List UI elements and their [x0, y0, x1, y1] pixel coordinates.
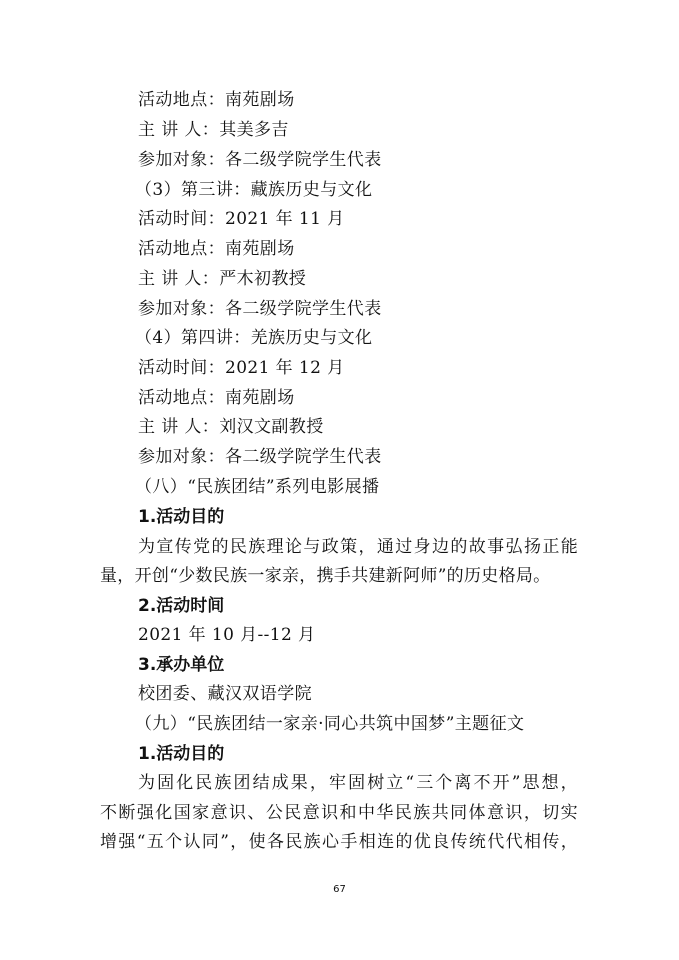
section-eight-heading-time: 2.活动时间: [138, 596, 225, 616]
section-nine-paragraph-line: 为固化民族团结成果，牢固树立“三个离不开”思想，: [138, 773, 578, 793]
lecture-4-title: （4）第四讲：羌族历史与文化: [135, 328, 373, 348]
section-nine-paragraph-line: 增强“五个认同”，使各民族心手相连的优良传统代代相传，: [100, 832, 578, 852]
audience-line: 参加对象：各二级学院学生代表: [138, 299, 382, 319]
activity-location-line: 活动地点：南苑剧场: [138, 239, 295, 259]
section-nine-heading-purpose: 1.活动目的: [138, 744, 225, 764]
section-eight-time-value: 2021 年 10 月--12 月: [138, 625, 316, 645]
speaker-line: 主 讲 人：刘汉文副教授: [138, 417, 324, 437]
lecture-3-title: （3）第三讲：藏族历史与文化: [135, 180, 373, 200]
audience-line: 参加对象：各二级学院学生代表: [138, 150, 382, 170]
activity-time-line: 活动时间：2021 年 12 月: [138, 358, 345, 378]
section-nine-title: （九）“民族团结一家亲·同心共筑中国梦”主题征文: [135, 714, 525, 734]
speaker-line: 主 讲 人：严木初教授: [138, 269, 307, 289]
section-eight-paragraph-line: 为宣传党的民族理论与政策，通过身边的故事弘扬正能: [138, 537, 578, 557]
section-eight-paragraph-line: 量，开创“少数民族一家亲，携手共建新阿师”的历史格局。: [100, 566, 551, 586]
section-eight-organizer-value: 校团委、藏汉双语学院: [138, 684, 312, 704]
activity-time-line: 活动时间：2021 年 11 月: [138, 209, 345, 229]
section-nine-paragraph-line: 不断强化国家意识、公民意识和中华民族共同体意识，切实: [100, 803, 578, 823]
section-eight-title: （八）“民族团结”系列电影展播: [135, 477, 380, 497]
activity-location-line: 活动地点：南苑剧场: [138, 388, 295, 408]
activity-location-line: 活动地点：南苑剧场: [138, 90, 295, 110]
section-eight-heading-organizer: 3.承办单位: [138, 655, 225, 675]
section-eight-heading-purpose: 1.活动目的: [138, 507, 225, 527]
audience-line: 参加对象：各二级学院学生代表: [138, 447, 382, 467]
page-number: 67: [333, 884, 346, 895]
speaker-line: 主 讲 人：其美多吉: [138, 120, 289, 140]
